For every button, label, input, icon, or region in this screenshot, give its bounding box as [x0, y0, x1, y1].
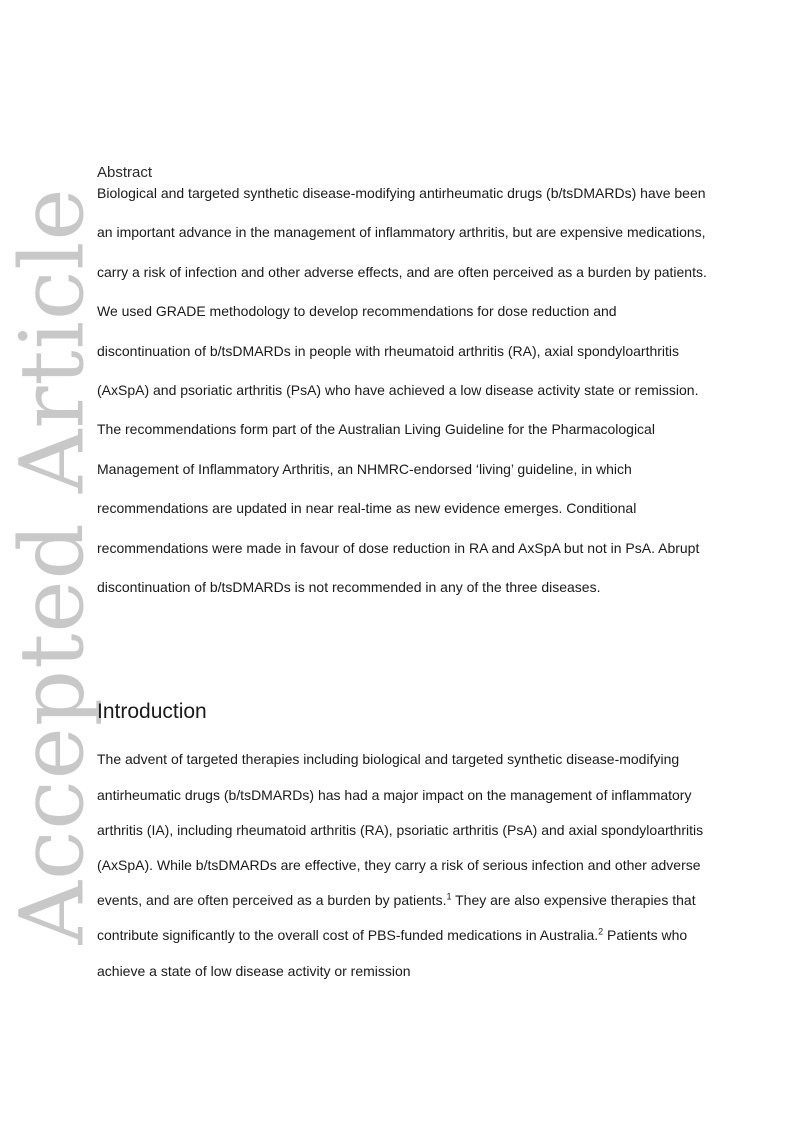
introduction-paragraph [97, 742, 707, 988]
introduction-text-part2: They are also expensive therapies that contribute significantly to the overall cost of PBS-funded medications in Australia. [97, 892, 696, 944]
introduction-section [97, 699, 707, 988]
introduction-text-part1: The advent of targeted therapies including biological and targeted synthetic disease-modifying antirheumatic drugs (b/tsDMARDs) has had a major impact on the management of inflammatory arthritis (IA), including rheumatoid arthritis (RA), psoriatic arthritis (PsA) and axial spondyloarthritis (AxSpA). While b/tsDMARDs are effective, they carry a risk of serious infection and other adverse events, and are often perceived as a burden by patients. [97, 751, 704, 909]
article-body [97, 163, 707, 989]
citation-2: 2 [598, 926, 604, 937]
citation-1: 1 [446, 891, 452, 902]
introduction-heading: Introduction [97, 700, 207, 724]
introduction-text-part3: Patients who achieve a state of low disease activity or remission [97, 927, 688, 979]
abstract-section [97, 163, 707, 607]
abstract-paragraph: Biological and targeted synthetic disease-modifying antirheumatic drugs (b/tsDMARDs) have been an important advance in the management of inflammatory arthritis, but are expensive medications, carry a risk of infection and other adverse effects, and are often perceived as a burden by patients. We used GRADE methodology to develop recommendations for dose reduction and discontinuation of b/tsDMARDs in people with rheumatoid arthritis (RA), axial spondyloarthritis (AxSpA) and psoriatic arthritis (PsA) who have achieved a low disease activity state or remission. The recommendations form part of the Australian Living Guideline for the Pharmacological Management of Inflammatory Arthritis, an NHMRC-endorsed ‘living’ guideline, in which recommendations are updated in near real-time as new evidence emerges. Conditional recommendations were made in favour of dose reduction in RA and AxSpA but not in PsA. Abrupt discontinuation of b/tsDMARDs is not recommended in any of the three diseases. [97, 185, 707, 596]
abstract-heading: Abstract [97, 164, 153, 181]
accepted-article-watermark: Accepted Article [0, 187, 104, 945]
